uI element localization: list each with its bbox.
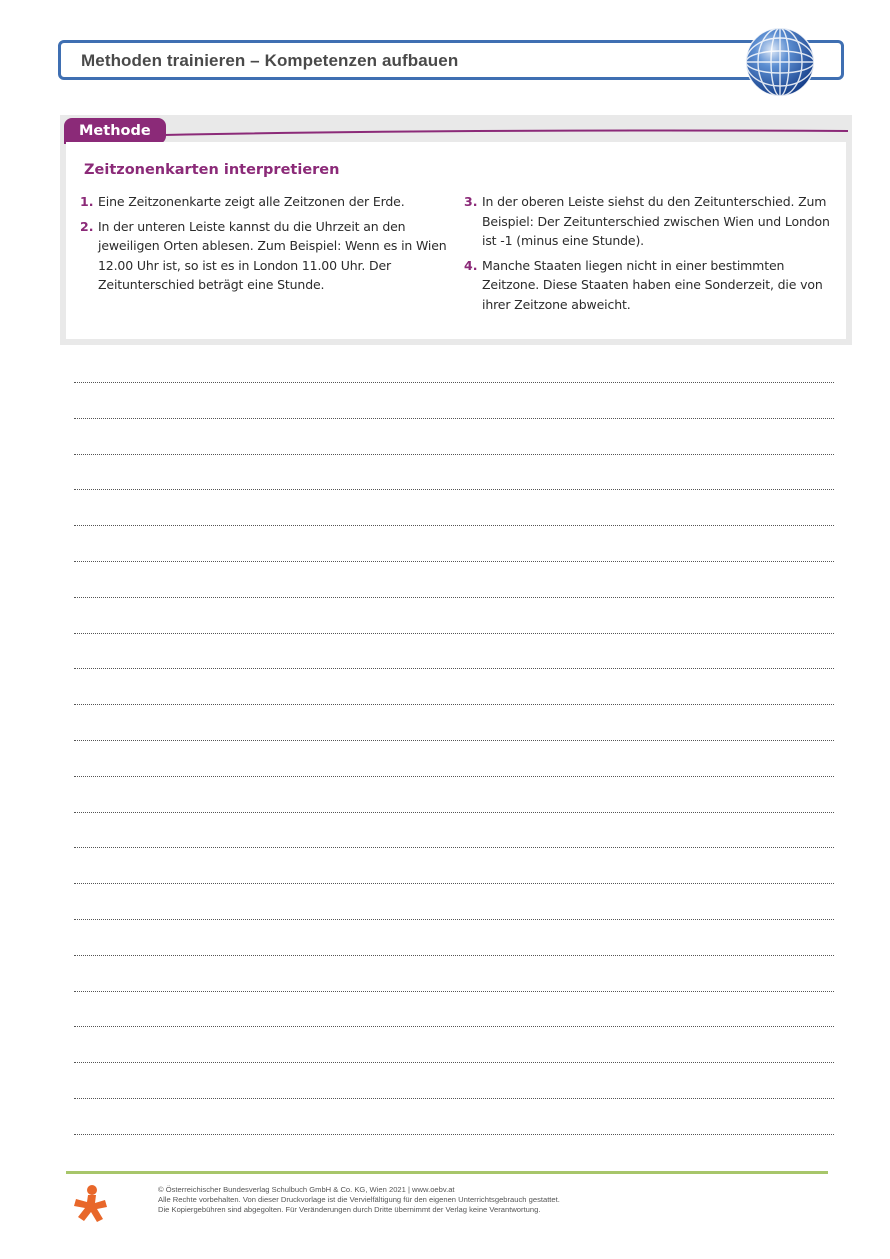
method-content	[66, 142, 846, 339]
writing-line	[74, 883, 834, 884]
copyright-line-3: Die Kopiergebühren sind abgegolten. Für Veränderungen durch Dritte übernimmt der Verlag keine Verantwortung.	[158, 1205, 541, 1215]
writing-line	[74, 561, 834, 562]
writing-line	[74, 1098, 834, 1099]
globe-icon	[742, 26, 818, 98]
method-divider	[164, 127, 848, 137]
writing-line	[74, 1134, 834, 1135]
item-text: In der oberen Leiste siehst du den Zeitunterschied. Zum Beispiel: Der Zeitunterschied zwischen Wien und London ist -1 (minus eine Stunde).	[482, 194, 830, 248]
footer-divider	[66, 1171, 828, 1174]
item-number: 3.	[464, 194, 478, 209]
section-title: Zeitzonenkarten interpretieren	[84, 162, 340, 178]
writing-line	[74, 1026, 834, 1027]
method-item-4	[464, 256, 834, 315]
writing-line	[74, 991, 834, 992]
copyright-notice	[158, 1185, 798, 1216]
page-title: Methoden trainieren – Kompetenzen aufbauen	[81, 51, 459, 70]
writing-line	[74, 418, 834, 419]
writing-line	[74, 597, 834, 598]
writing-line	[74, 740, 834, 741]
method-item-1	[80, 192, 448, 212]
copyright-line-2: Alle Rechte vorbehalten. Von dieser Druckvorlage ist die Vervielfältigung für den eigenen Unterrichtsgebrauch gestattet.	[158, 1195, 560, 1205]
writing-line	[74, 1062, 834, 1063]
item-text: Eine Zeitzonenkarte zeigt alle Zeitzonen der Erde.	[98, 194, 405, 209]
method-item-3	[464, 192, 834, 251]
writing-line	[74, 525, 834, 526]
writing-line	[74, 454, 834, 455]
writing-line	[74, 776, 834, 777]
writing-line	[74, 382, 834, 383]
method-item-2	[80, 217, 448, 295]
writing-line	[74, 847, 834, 848]
writing-line	[74, 919, 834, 920]
item-text: Manche Staaten liegen nicht in einer bestimmten Zeitzone. Diese Staaten haben eine Sonderzeit, die von ihrer Zeitzone abweicht.	[482, 257, 823, 312]
writing-line	[74, 668, 834, 669]
writing-line	[74, 704, 834, 705]
item-number: 2.	[80, 218, 94, 234]
item-text: In der unteren Leiste kannst du die Uhrzeit an den jeweiligen Orten ablesen. Zum Beispiel: Wenn es in Wien 12.00 Uhr ist, so ist es in London 11.00 Uhr. Der Zeitunterschied beträgt eine Stunde.	[98, 218, 447, 292]
oebv-logo-icon	[70, 1183, 110, 1223]
item-number: 4.	[464, 257, 478, 273]
header-bar	[58, 40, 844, 80]
method-tab: Methode	[64, 118, 166, 144]
writing-line	[74, 633, 834, 634]
method-column-left	[80, 192, 448, 300]
writing-line	[74, 955, 834, 956]
writing-line	[74, 489, 834, 490]
writing-line	[74, 812, 834, 813]
copyright-line-1: © Österreichischer Bundesverlag Schulbuch GmbH & Co. KG, Wien 2021 | www.oebv.at	[158, 1185, 455, 1194]
item-number: 1.	[80, 194, 94, 209]
method-column-right	[464, 192, 834, 319]
method-box	[60, 115, 852, 345]
